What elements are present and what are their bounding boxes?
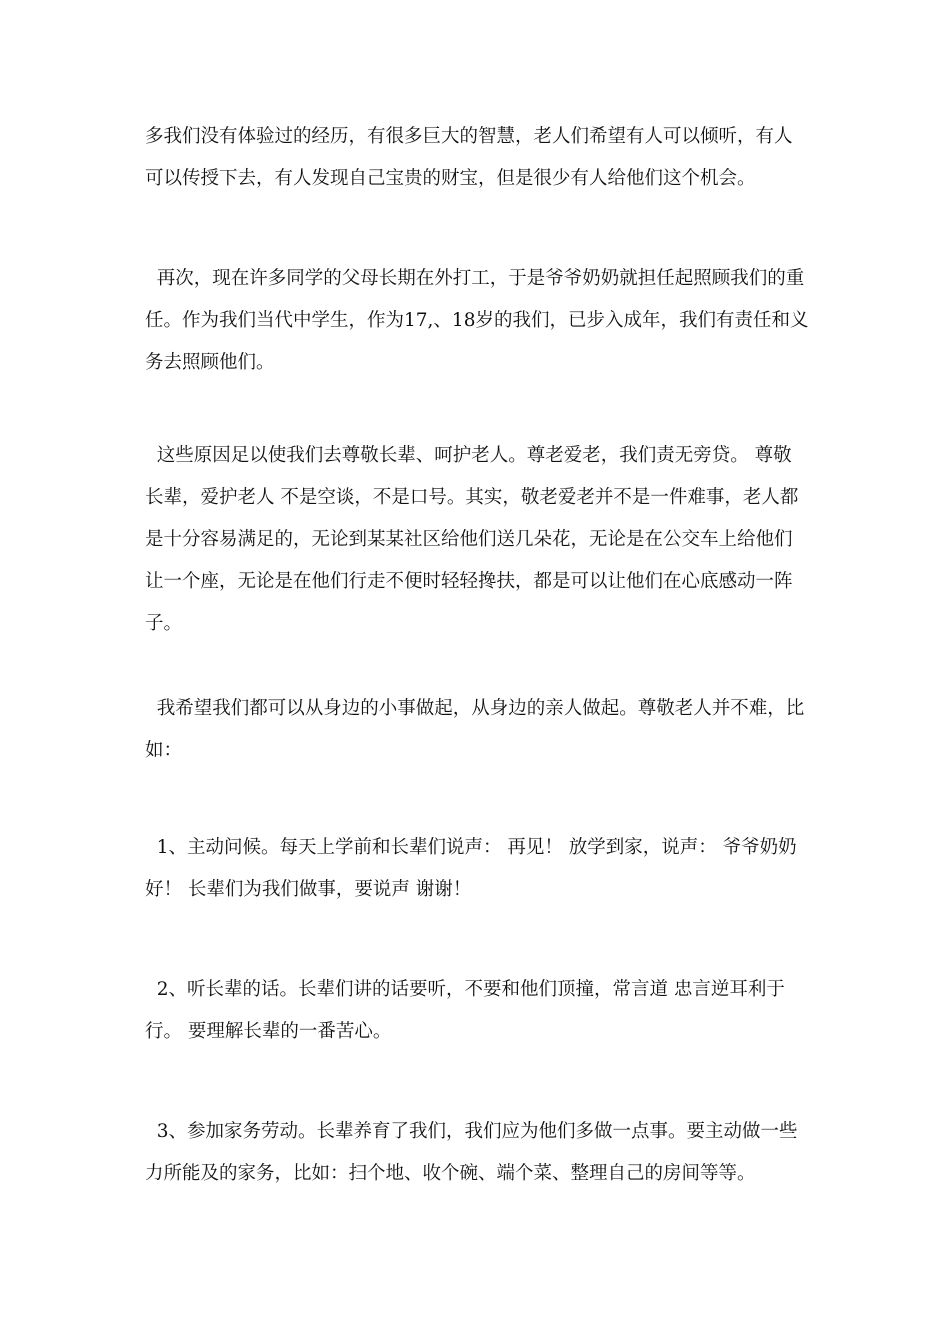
paragraph-4: 我希望我们都可以从身边的小事做起，从身边的亲人做起。尊敬老人并不难，比如：	[145, 698, 805, 761]
paragraph-1: 多我们没有体验过的经历，有很多巨大的智慧，老人们希望有人可以倾听，有人可以传授下去，有人发现自己宝贵的财宝，但是很少有人给他们这个机会。	[145, 126, 793, 189]
paragraph-2: 再次，现在许多同学的父母长期在外打工，于是爷爷奶奶就担任起照顾我们的重任。作为我们当代中学生，作为17,、18岁的我们，已步入成年，我们有责任和义务去照顾他们。	[145, 268, 809, 373]
paragraph-3: 这些原因足以使我们去尊敬长辈、呵护老人。尊老爱老，我们责无旁贷。 尊敬长辈，爱护老人 不是空谈，不是口号。其实，敬老爱老并不是一件难事，老人都是十分容易满足的，无论到某某社区给他们送几朵花，无论是在公交车上给他们让一个座，无论是在他们行走不便时轻轻搀扶，都是可以让他们在心底感动一阵子。	[145, 445, 799, 634]
paragraph-7: 3、参加家务劳动。长辈养育了我们，我们应为他们多做一点事。要主动做一些力所能及的家务，比如：扫个地、收个碗、端个菜、整理自己的房间等等。	[145, 1121, 798, 1184]
paragraph-5: 1、主动问候。每天上学前和长辈们说声： 再见！ 放学到家，说声： 爷爷奶奶好！ 长辈们为我们做事，要说声 谢谢！	[145, 837, 797, 900]
paragraph-6: 2、听长辈的话。长辈们讲的话要听，不要和他们顶撞，常言道 忠言逆耳利于行。 要理解长辈的一番苦心。	[145, 979, 785, 1042]
